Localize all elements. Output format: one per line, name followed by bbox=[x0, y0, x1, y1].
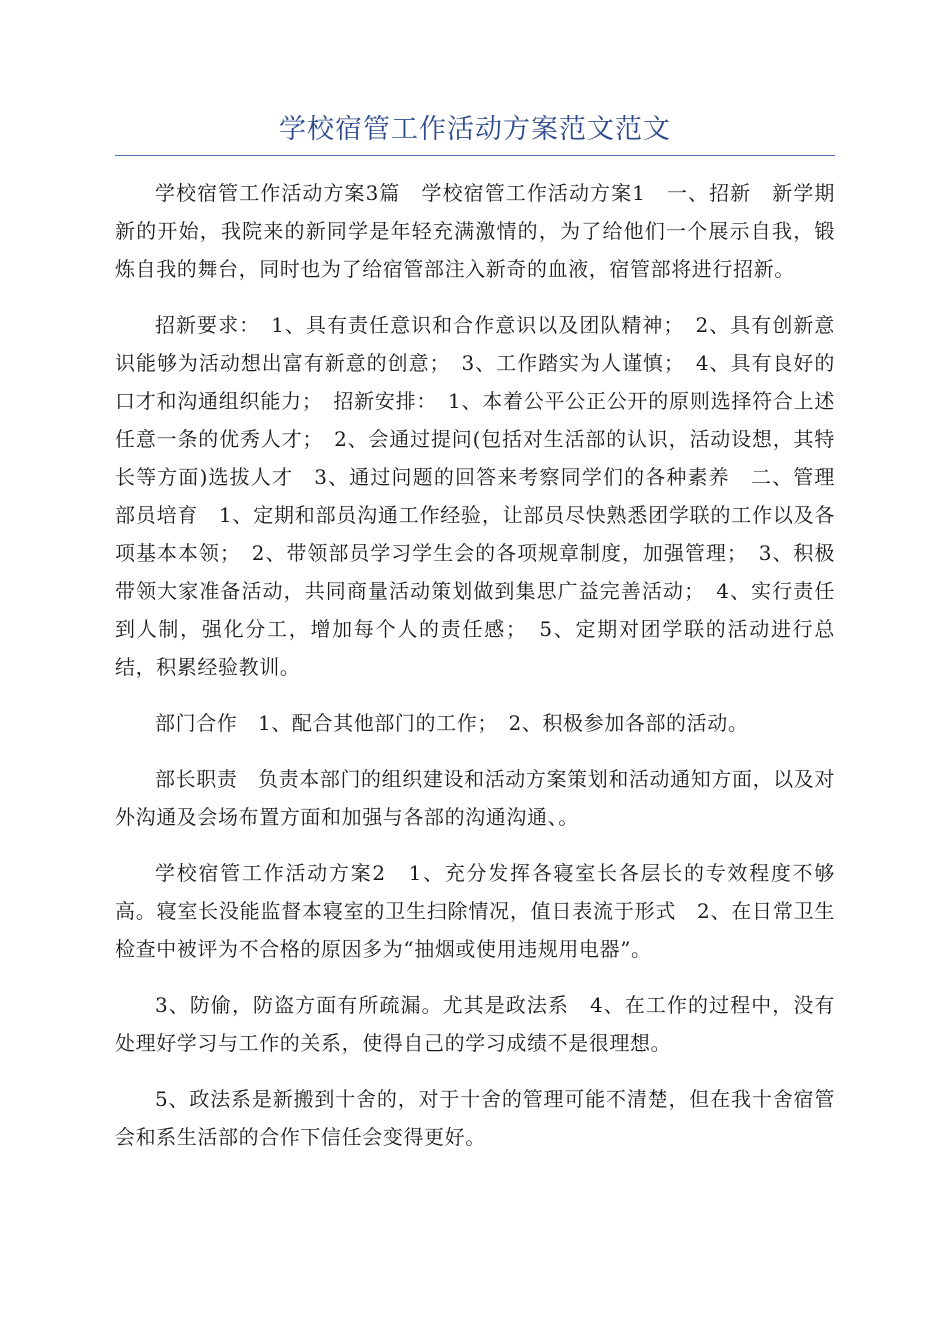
document-title: 学校宿管工作活动方案范文范文 bbox=[279, 114, 671, 145]
paragraph-security-issues: 3、防偷，防盗方面有所疏漏。尤其是政法系 4、在工作的过程中，没有处理好学习与工作的关系，使得自己的学习成绩不是很理想。 bbox=[115, 993, 835, 1055]
paragraph-dorm-ten: 5、政法系是新搬到十舍的，对于十舍的管理可能不清楚，但在我十舍宿管会和系生活部的合作下信任会变得更好。 bbox=[115, 1087, 835, 1149]
paragraph-minister-duties: 部长职责 负责本部门的组织建设和活动方案策划和活动通知方面，以及对外沟通及会场布置方面和加强与各部的沟通沟通、。 bbox=[115, 767, 835, 829]
paragraph-intro-recruitment: 学校宿管工作活动方案3篇 学校宿管工作活动方案1 一、招新 新学期新的开始，我院来的新同学是年轻充满激情的，为了给他们一个展示自我，锻炼自我的舞台，同时也为了给宿管部注入新奇的血液，宿管部将进行招新。 bbox=[115, 181, 835, 281]
title-underline bbox=[115, 155, 835, 156]
paragraph-plan-two: 学校宿管工作活动方案2 1、充分发挥各寝室长各层长的专效程度不够高。寝室长没能监督本寝室的卫生扫除情况，值日表流于形式 2、在日常卫生检查中被评为不合格的原因多为“抽烟或使用违规用电器”。 bbox=[115, 861, 835, 961]
paragraph-department-cooperation: 部门合作 1、配合其他部门的工作； 2、积极参加各部的活动。 bbox=[155, 711, 749, 735]
paragraph-recruitment-requirements: 招新要求： 1、具有责任意识和合作意识以及团队精神； 2、具有创新意识能够为活动想出富有新意的创意； 3、工作踏实为人谨慎； 4、具有良好的口才和沟通组织能力； 招新安排： 1、本着公平公正公开的原则选择符合上述任意一条的优秀人才； 2、会通过提问(包括对生活部的认识，活动设想，其特长等方面)选拔人才 3、通过问题的回答来考察同学们的各种素养 二、管理 部员培育 1、定期和部员沟通工作经验，让部员尽快熟悉团学联的工作以及各项基本本领； 2、带领部员学习学生会的各项规章制度，加强管理； 3、积极带领大家准备活动，共同商量活动策划做到集思广益完善活动； 4、实行责任到人制，强化分工，增加每个人的责任感； 5、定期对团学联的活动进行总结，积累经验教训。 bbox=[115, 313, 856, 679]
document-body bbox=[115, 174, 856, 1174]
